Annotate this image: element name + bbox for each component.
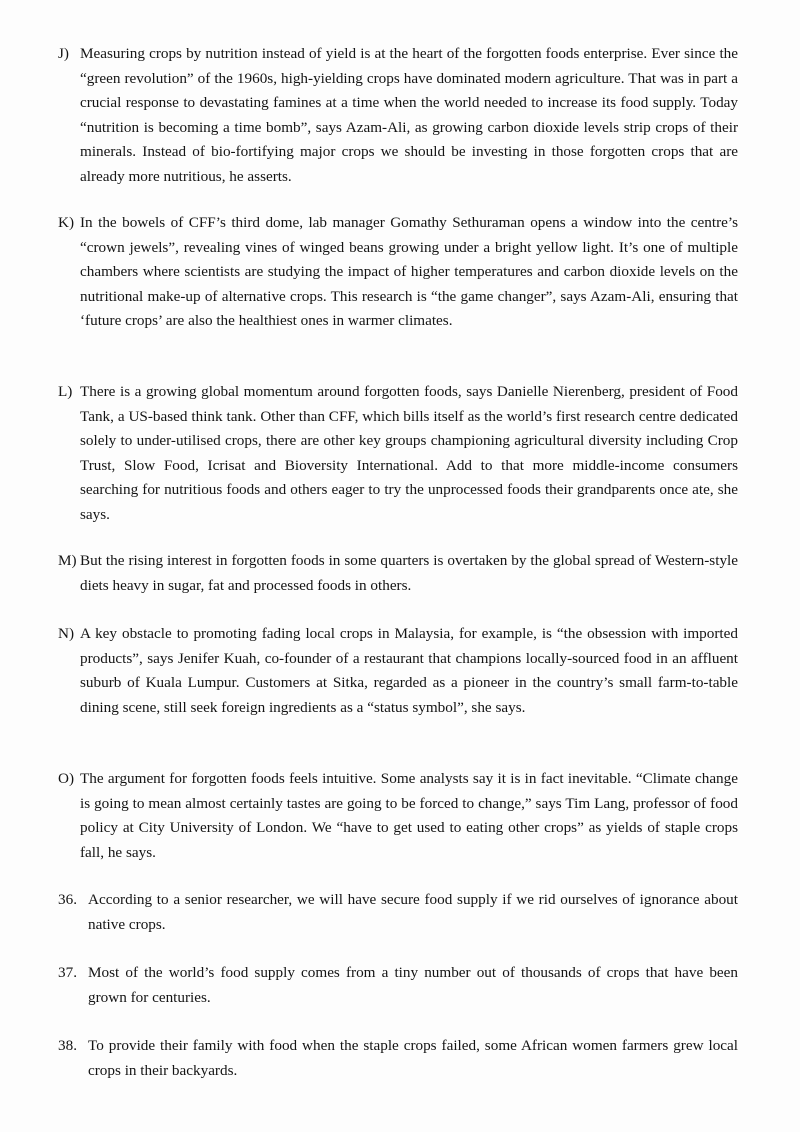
paragraph-text: A key obstacle to promoting fading local crops in Malaysia, for example, is “the obsession with imported products”, says Jenifer Kuah, co-founder of a restaurant that champions locally-sourced food in an affluent suburb of Kuala Lumpur. Customers at Sitka, regarded as a pioneer in the country’s small farm-to-table dining scene, still seek foreign ingredients as a “status symbol”, she says. (80, 625, 738, 716)
list-item (58, 622, 738, 720)
list-item (58, 1034, 738, 1083)
list-item (58, 549, 738, 598)
paragraph-text: In the bowels of CFF’s third dome, lab manager Gomathy Sethuraman opens a window into the centre’s “crown jewels”, revealing vines of winged beans growing under a bright yellow light. It’s one of multiple chambers where scientists are studying the impact of higher temperatures and carbon dioxide levels on the nutritional make-up of alternative crops. This research is “the game changer”, says Azam-Ali, ensuring that ‘future crops’ are also the healthiest ones in warmer climates. (80, 214, 738, 329)
list-item (58, 888, 738, 937)
question-36 (58, 888, 738, 937)
paragraph-o (58, 767, 738, 865)
paragraph-label: J) (58, 45, 69, 62)
paragraph-label: L) (58, 383, 73, 400)
paragraph-label: O) (58, 770, 75, 787)
question-text: To provide their family with food when the staple crops failed, some African women farmers grew local crops in their backyards. (88, 1037, 738, 1079)
paragraph-label: N) (58, 625, 75, 642)
list-item (58, 767, 738, 865)
paragraph-m (58, 549, 738, 598)
paragraph-label: M) (58, 552, 77, 569)
question-number: 38. (58, 1037, 77, 1054)
question-text: Most of the world’s food supply comes from a tiny number out of thousands of crops that have been grown for centuries. (88, 964, 738, 1006)
paragraph-text: Measuring crops by nutrition instead of yield is at the heart of the forgotten foods enterprise. Ever since the “green revolution” of the 1960s, high-yielding crops have dominated modern agriculture. That was in part a crucial response to devastating famines at a time when the world needed to increase its food supply. Today “nutrition is becoming a time bomb”, says Azam-Ali, as growing carbon dioxide levels strip crops of their minerals. Instead of bio-fortifying major crops we should be investing in those forgotten crops that are already more nutritious, he asserts. (80, 45, 738, 185)
paragraph-n (58, 622, 738, 720)
paragraph-text: But the rising interest in forgotten foods in some quarters is overtaken by the global spread of Western-style diets heavy in sugar, fat and processed foods in others. (80, 552, 738, 594)
paragraph-k (58, 211, 738, 334)
list-item (58, 211, 738, 334)
paragraph-l (58, 380, 738, 527)
question-38 (58, 1034, 738, 1083)
paragraph-j (58, 42, 738, 189)
paragraph-text: The argument for forgotten foods feels intuitive. Some analysts say it is in fact inevitable. “Climate change is going to mean almost certainly tastes are going to be forced to change,” says Tim Lang, professor of food policy at City University of London. We “have to get used to eating other crops” as yields of staple crops fall, he says. (80, 770, 738, 861)
question-number: 37. (58, 964, 77, 981)
question-number: 36. (58, 891, 77, 908)
paragraph-label: K) (58, 214, 75, 231)
question-text: According to a senior researcher, we will have secure food supply if we rid ourselves of ignorance about native crops. (88, 891, 738, 933)
list-item (58, 380, 738, 527)
paragraph-text: There is a growing global momentum around forgotten foods, says Danielle Nierenberg, president of Food Tank, a US-based think tank. Other than CFF, which bills itself as the world’s first research centre dedicated solely to under-utilised crops, there are other key groups championing agricultural diversity including Crop Trust, Slow Food, Icrisat and Bioversity International. Add to that more middle-income consumers searching for nutritious foods and others eager to try the unprocessed foods their grandparents once ate, she says. (80, 383, 738, 523)
question-37 (58, 961, 738, 1010)
list-item (58, 42, 738, 189)
list-item (58, 961, 738, 1010)
